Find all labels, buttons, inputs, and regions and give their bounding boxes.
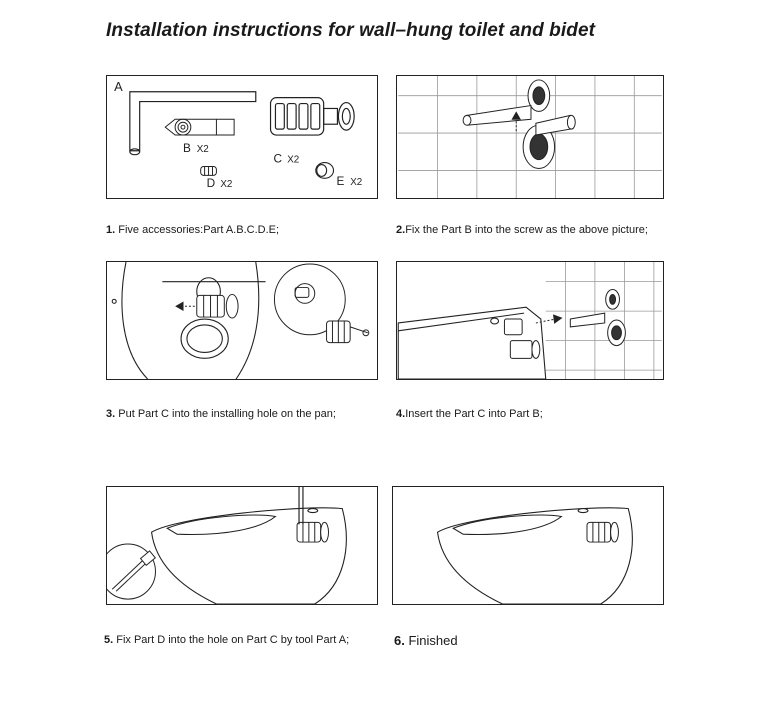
- wall-bolt-icon: [463, 80, 575, 169]
- part-c-qty: X2: [287, 154, 300, 166]
- step-1-caption: 1. Five accessories:Part A.B.C.D.E;: [106, 224, 280, 236]
- pan-hole-illustration: [107, 262, 377, 379]
- panel-wall-plugs: [396, 75, 664, 199]
- panel-insert-bolt: [396, 261, 664, 380]
- fixing-bolt-icon: [197, 294, 238, 318]
- wall-plug-icon: [165, 119, 234, 135]
- hex-key-icon: [130, 92, 256, 155]
- fixing-bolt-icon: [271, 98, 355, 135]
- grub-screw-icon: [201, 167, 217, 176]
- step-3-caption: 3. Put Part C into the installing hole on the pan;: [106, 408, 336, 420]
- toilet-rear-icon: [112, 262, 265, 379]
- part-a-label: A: [114, 78, 123, 94]
- detail-zoom-icon: [107, 544, 155, 599]
- step-6-caption: 6. Finished: [394, 633, 458, 648]
- panel-fix-screw: [106, 486, 378, 605]
- panel-pan-hole: [106, 261, 378, 380]
- page-title: Installation instructions for wall–hung toilet and bidet: [106, 20, 596, 41]
- step-5-caption: 5. Fix Part D into the hole on Part C by tool Part A;: [104, 634, 350, 646]
- part-e-label: E: [336, 174, 345, 189]
- fixing-bolt-icon: [297, 522, 328, 542]
- part-b-label: B: [182, 140, 191, 155]
- panel-finished: [392, 486, 664, 605]
- detail-zoom-icon: [274, 264, 368, 343]
- arrow-left-icon: [176, 302, 195, 310]
- accessories-illustration: [107, 76, 377, 198]
- part-b-qty: X2: [196, 143, 209, 155]
- part-d-qty: X2: [220, 179, 233, 191]
- insert-bolt-illustration: [397, 262, 663, 379]
- part-c-label: C: [273, 151, 283, 166]
- wall-bolt-icon: [570, 290, 625, 346]
- step-2-caption: 2.Fix the Part B into the screw as the above picture;: [396, 224, 648, 236]
- part-e-qty: X2: [350, 177, 363, 189]
- step-4-caption: 4.Insert the Part C into Part B;: [396, 408, 543, 420]
- finished-illustration: [393, 487, 663, 604]
- cover-cap-icon: [316, 163, 334, 179]
- fixing-bolt-icon: [587, 522, 618, 542]
- panel-accessories: [106, 75, 378, 199]
- wall-plug-illustration: [397, 76, 663, 198]
- part-d-label: D: [206, 176, 216, 191]
- fix-screw-illustration: [107, 487, 377, 604]
